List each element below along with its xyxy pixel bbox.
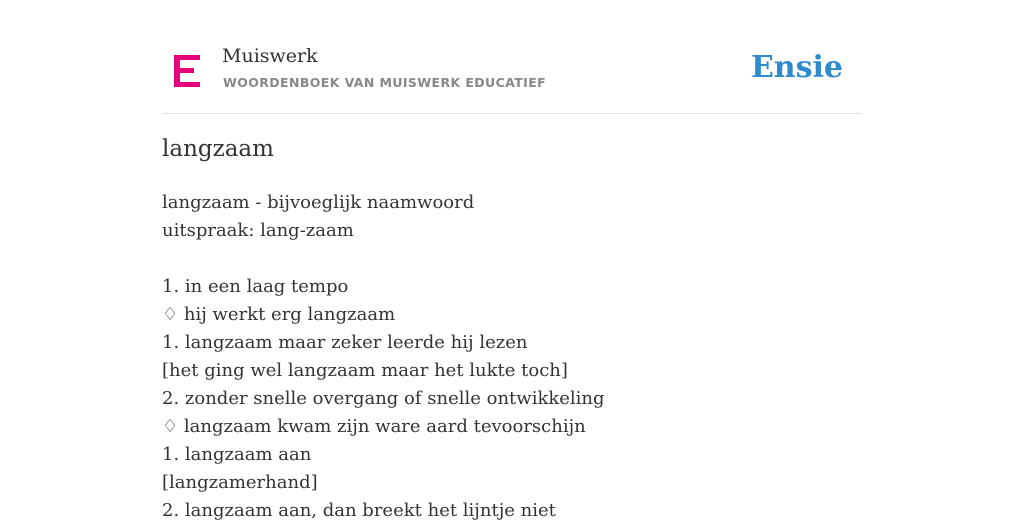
entry-line: ♢ langzaam kwam zijn ware aard tevoorschijn bbox=[162, 416, 586, 437]
logo-bar-middle bbox=[174, 68, 194, 73]
entry-content bbox=[162, 189, 862, 525]
entry-line: langzaam - bijvoeglijk naamwoord bbox=[162, 192, 475, 213]
logo-bar-top bbox=[174, 55, 200, 60]
site-header bbox=[162, 0, 862, 114]
logo-bar-bottom bbox=[174, 82, 200, 87]
entry-line: 1. langzaam aan bbox=[162, 444, 312, 465]
ensie-logo-link[interactable]: Ensie bbox=[750, 50, 843, 85]
entry-line: 2. zonder snelle overgang of snelle ontwikkeling bbox=[162, 388, 605, 409]
entry-title: langzaam bbox=[162, 136, 274, 162]
site-subtitle: WOORDENBOEK VAN MUISWERK EDUCATIEF bbox=[223, 75, 547, 90]
entry-line: 1. langzaam maar zeker leerde hij lezen bbox=[162, 332, 528, 353]
entry-line: uitspraak: lang-zaam bbox=[162, 220, 354, 241]
entry-line bbox=[162, 245, 862, 273]
entry-line: [langzamerhand] bbox=[162, 472, 318, 493]
muiswerk-logo-icon[interactable] bbox=[174, 55, 200, 87]
page bbox=[162, 0, 862, 521]
entry-line: ♢ hij werkt erg langzaam bbox=[162, 304, 396, 325]
site-name-link[interactable]: Muiswerk bbox=[222, 45, 318, 67]
entry-line: 1. in een laag tempo bbox=[162, 276, 349, 297]
entry-line: [het ging wel langzaam maar het lukte toch] bbox=[162, 360, 568, 381]
entry-line: 2. langzaam aan, dan breekt het lijntje niet bbox=[162, 500, 556, 521]
